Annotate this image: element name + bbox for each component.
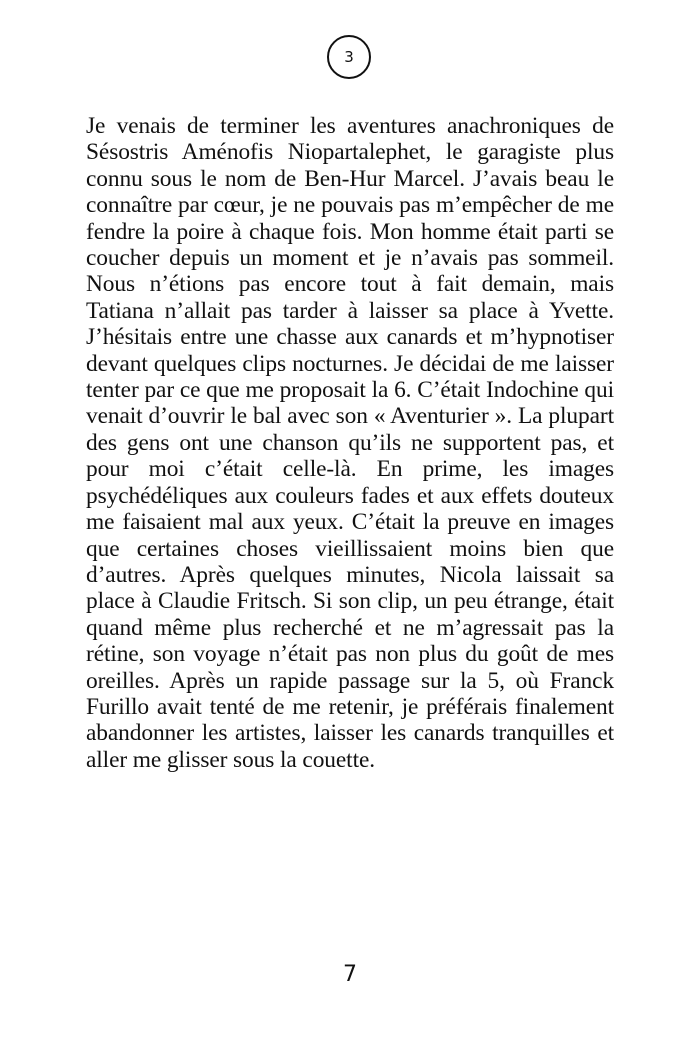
chapter-number: 3 bbox=[344, 48, 354, 66]
body-paragraph: Je venais de terminer les aventures anachroniques de Sésostris Aménofis Niopartalephet, le garagiste plus connu sous le nom de Ben-Hur Marcel. J’avais beau le connaître par cœur, je ne pouvais pas m’empêcher de me fendre la poire à chaque fois. Mon homme était parti se coucher depuis un moment et je n’avais pas sommeil. Nous n’étions pas encore tout à fait demain, mais Tatiana n’allait pas tarder à laisser sa place à Yvette. J’hésitais entre une chasse aux canards et m’hypnotiser devant quelques clips nocturnes. Je décidai de me laisser tenter par ce que me proposait la 6. C’était Indochine qui venait d’ouvrir le bal avec son « Aventurier ». La plupart des gens ont une chanson qu’ils ne supportent pas, et pour moi c’était celle-là. En prime, les images psychédéliques aux couleurs fades et aux effets douteux me faisaient mal aux yeux. C’était la preuve en images que certaines choses vieillissaient moins bien que d’autres. Après quelques minutes, Nicola laissait sa place à Claudie Fritsch. Si son clip, un peu étrange, était quand même plus recherché et ne m’agressait pas la rétine, son voyage n’était pas non plus du goût de mes oreilles. Après un rapide passage sur la 5, où Franck Furillo avait tenté de me retenir, je préférais finalement abandonner les artistes, laisser les canards tranquilles et aller me glisser sous la couette. bbox=[86, 113, 614, 773]
page-number: 7 bbox=[343, 962, 357, 987]
chapter-number-badge bbox=[327, 35, 371, 79]
